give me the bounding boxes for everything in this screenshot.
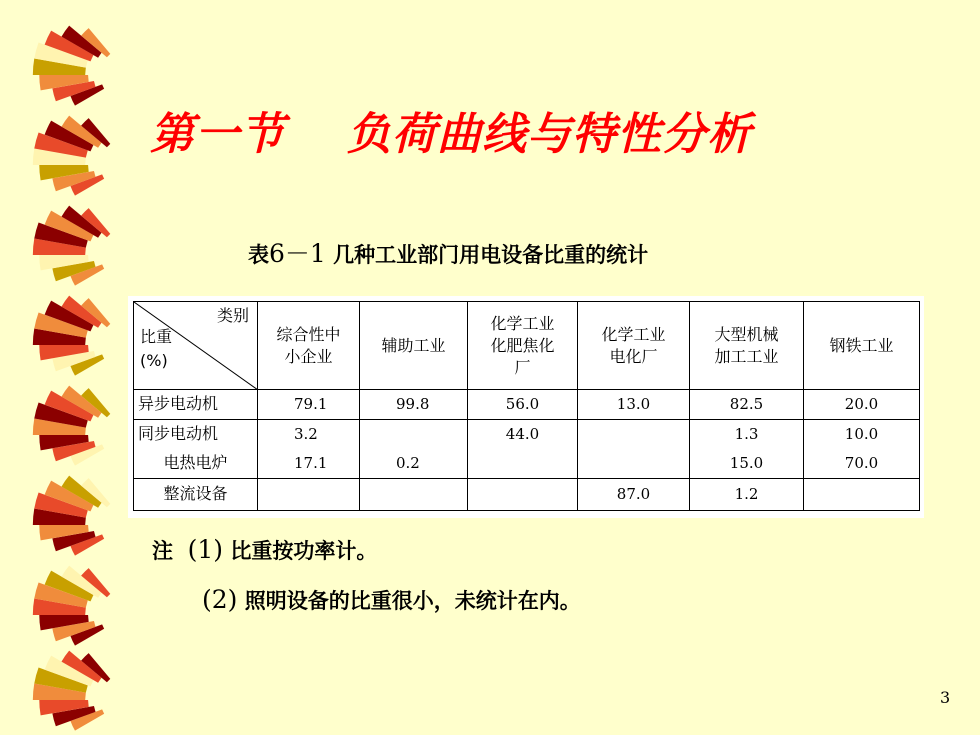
table-cell: 70.0: [804, 449, 920, 479]
row-label: 同步电动机: [134, 419, 258, 449]
table-row: [134, 419, 920, 449]
table-cell: 3.2: [258, 419, 360, 449]
row-label: 电热电炉: [134, 449, 258, 479]
table-frame: [128, 296, 924, 518]
column-header: 辅助工业: [360, 302, 468, 390]
fan-ornament: [33, 26, 110, 106]
column-header: 化学工业 电化厂: [578, 302, 690, 390]
fan-ornament: [33, 206, 110, 286]
header-unit: (%): [140, 351, 168, 370]
note-2: [202, 585, 581, 621]
equipment-weight-table: [133, 301, 920, 511]
table-cell: [804, 478, 920, 510]
table-cell: 17.1: [258, 449, 360, 479]
section-title: 负荷曲线与特性分析: [347, 109, 752, 160]
row-label: 整流设备: [134, 478, 258, 510]
table-cell: 15.0: [690, 449, 804, 479]
fan-ornament: [33, 476, 110, 556]
table-cell: [578, 449, 690, 479]
note-label: 注: [152, 539, 173, 563]
table-cell: [468, 449, 578, 479]
table-cell: [360, 478, 468, 510]
column-header: 综合性中 小企业: [258, 302, 360, 390]
header-category: 类别: [216, 306, 249, 325]
table-cell: 87.0: [578, 478, 690, 510]
table-cell: [360, 419, 468, 449]
table-cell: [468, 478, 578, 510]
caption-text: 几种工业部门用电设备比重的统计: [333, 243, 649, 267]
decorative-border: [0, 0, 130, 735]
table-row: [134, 478, 920, 510]
column-header: 化学工业 化肥焦化 厂: [468, 302, 578, 390]
caption-number: 6－1: [269, 239, 326, 268]
table-header-row: [134, 302, 920, 390]
table-cell: 13.0: [578, 390, 690, 420]
fan-ornament: [33, 566, 110, 646]
row-label: 异步电动机: [134, 390, 258, 420]
table-cell: 10.0: [804, 419, 920, 449]
slide-title: [150, 98, 970, 168]
corner-header-cell: [134, 302, 258, 390]
table-cell: [578, 419, 690, 449]
page-number: 3: [940, 688, 951, 707]
note-1-text: 比重按功率计。: [230, 539, 378, 563]
table-cell: 82.5: [690, 390, 804, 420]
note-2-text: 照明设备的比重很小，未统计在内。: [244, 589, 581, 613]
fan-ornament: [33, 116, 110, 196]
table-cell: 79.1: [258, 390, 360, 420]
table-cell: [258, 478, 360, 510]
table-cell: 56.0: [468, 390, 578, 420]
fan-ornament: [33, 651, 110, 731]
table-row: [134, 390, 920, 420]
section-number: 第一节: [150, 109, 285, 160]
column-header: 大型机械 加工工业: [690, 302, 804, 390]
table-cell: 0.2: [360, 449, 468, 479]
table-cell: 20.0: [804, 390, 920, 420]
table-caption: [248, 234, 888, 274]
header-weight: 比重: [140, 327, 173, 346]
fan-ornament: [33, 296, 110, 376]
fan-ornament: [33, 386, 110, 466]
note-2-number: (2): [202, 585, 238, 614]
table-cell: 1.3: [690, 419, 804, 449]
table-row: [134, 449, 920, 479]
column-header: 钢铁工业: [804, 302, 920, 390]
table-cell: 1.2: [690, 478, 804, 510]
table-cell: 99.8: [360, 390, 468, 420]
note-1-number: (1): [187, 535, 224, 564]
note-1: [152, 535, 377, 571]
caption-prefix: 表: [248, 243, 269, 267]
table-cell: 44.0: [468, 419, 578, 449]
